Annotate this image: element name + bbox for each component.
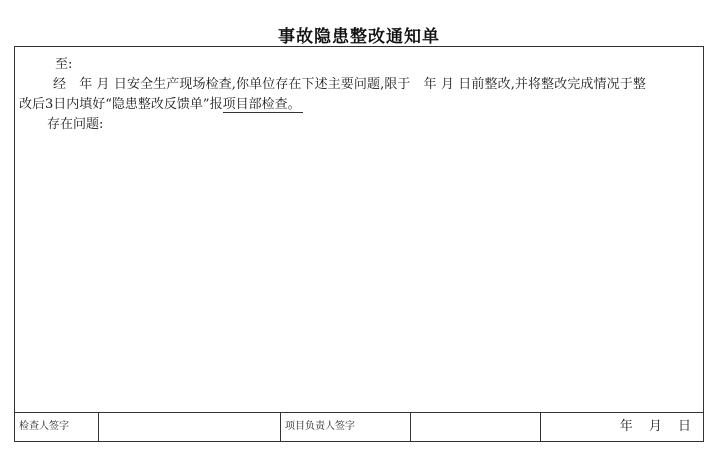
project-leader-signature-label: 项目负责人签字 (281, 413, 411, 441)
addressee-label: 至: (55, 57, 73, 72)
project-leader-signature-field[interactable] (411, 413, 541, 441)
signature-row (15, 412, 703, 441)
issues-label: 存在问题: (47, 117, 104, 132)
notice-paragraph-line2-text: 改后3日内填好“隐患整改反馈单”报 (19, 97, 223, 112)
date-field[interactable]: 年 月 日 (619, 419, 697, 434)
project-dept-check-text: 项目部检查。 (222, 97, 301, 112)
notice-paragraph-line1: 经 年 月 日安全生产现场检查,你单位存在下述主要问题,限于 年 月 日前整改,并将整改完成情况于整 (53, 77, 646, 92)
notice-body (15, 47, 703, 413)
notice-form (14, 46, 704, 442)
inspector-signature-field[interactable] (99, 413, 281, 441)
document-title: 事故隐患整改通知单 (278, 27, 440, 47)
inspector-signature-label: 检查人签字 (15, 413, 99, 441)
notice-paragraph-line2 (19, 97, 303, 113)
